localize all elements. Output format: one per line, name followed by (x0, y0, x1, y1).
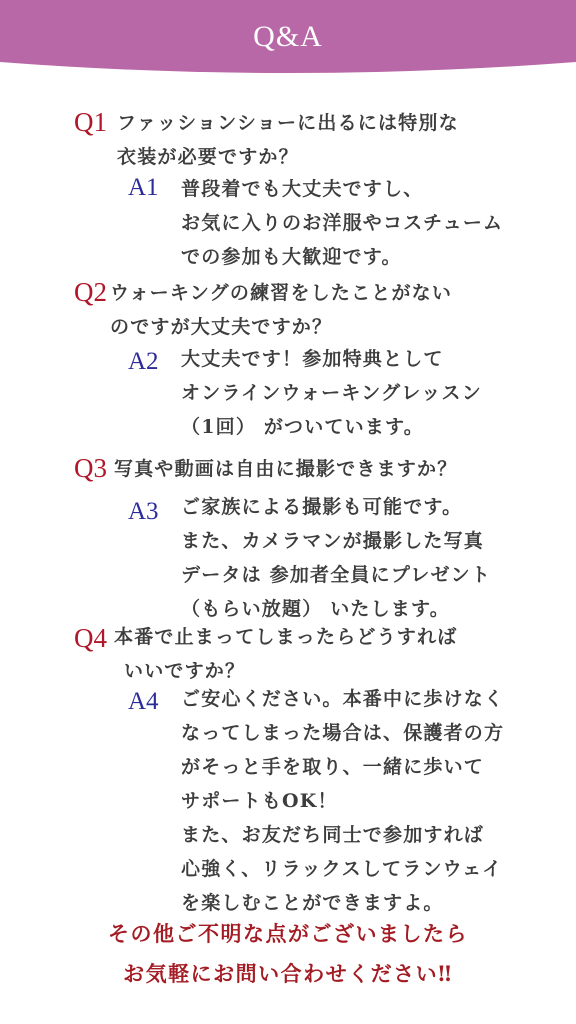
answer-text (181, 172, 503, 274)
answer-line: （もらい放題） いたします。 (181, 598, 450, 620)
answer-line: ご安心ください。本番中に歩けなく (181, 688, 505, 710)
question-text (110, 276, 452, 344)
answer-text (181, 682, 504, 920)
answer-line: サポートもOK！ (181, 790, 338, 812)
question-line: いいですか？ (124, 660, 246, 682)
answer-line: なってしまった場合は、保護者の方 (181, 722, 505, 744)
answer-label: A2 (128, 348, 159, 375)
page-title: Q&A (253, 20, 323, 53)
answer-line: ご家族による撮影も可能です。 (181, 496, 463, 518)
answer-line: お気に入りのお洋服やコスチューム (181, 212, 504, 234)
answer-line: での参加も大歓迎です。 (181, 246, 402, 268)
question-label: Q1 (74, 107, 107, 137)
question-line: 本番で止まってしまったらどうすれば (114, 626, 458, 648)
question-line: のですが大丈夫ですか？ (110, 316, 333, 338)
question-line: 写真や動画は自由に撮影できますか？ (114, 458, 458, 480)
answer-line: 大丈夫です！参加特典として (181, 348, 444, 370)
question-label: Q3 (74, 453, 107, 483)
contact-note (0, 914, 576, 994)
answer-line: 普段着でも大丈夫ですし、 (181, 178, 424, 200)
question-text (114, 452, 457, 486)
answer-text (181, 490, 491, 626)
question-line: ファッションショーに出るには特別な (117, 112, 459, 134)
answer-label: A3 (128, 498, 159, 525)
question-line: ウォーキングの練習をしたことがない (110, 282, 453, 304)
answer-line: また、カメラマンが撮影した写真 (181, 530, 485, 552)
question-label: Q4 (74, 623, 107, 653)
contact-note-line: その他ご不明な点がございましたら (108, 921, 468, 946)
answer-line: データは 参加者全員にプレゼント (181, 564, 492, 586)
question-line: 衣装が必要ですか？ (117, 146, 299, 168)
answer-line: オンラインウォーキングレッスン (181, 382, 482, 404)
answer-line: を楽しむことができますよ。 (181, 892, 444, 914)
answer-line: また、お友だち同士で参加すれば (181, 824, 485, 846)
answer-label: A4 (128, 688, 159, 715)
answer-line: （1回） がついています。 (181, 416, 424, 438)
answer-line: がそっと手を取り、一緒に歩いて (181, 756, 485, 778)
header-banner (0, 0, 576, 88)
answer-line: 心強く、リラックスしてランウェイ (181, 858, 503, 880)
contact-note-line: お気軽にお問い合わせください‼ (123, 961, 453, 986)
answer-text (181, 342, 482, 444)
answer-label: A1 (128, 174, 159, 201)
question-text (117, 106, 459, 174)
question-label: Q2 (74, 277, 107, 307)
question-text (114, 620, 457, 688)
